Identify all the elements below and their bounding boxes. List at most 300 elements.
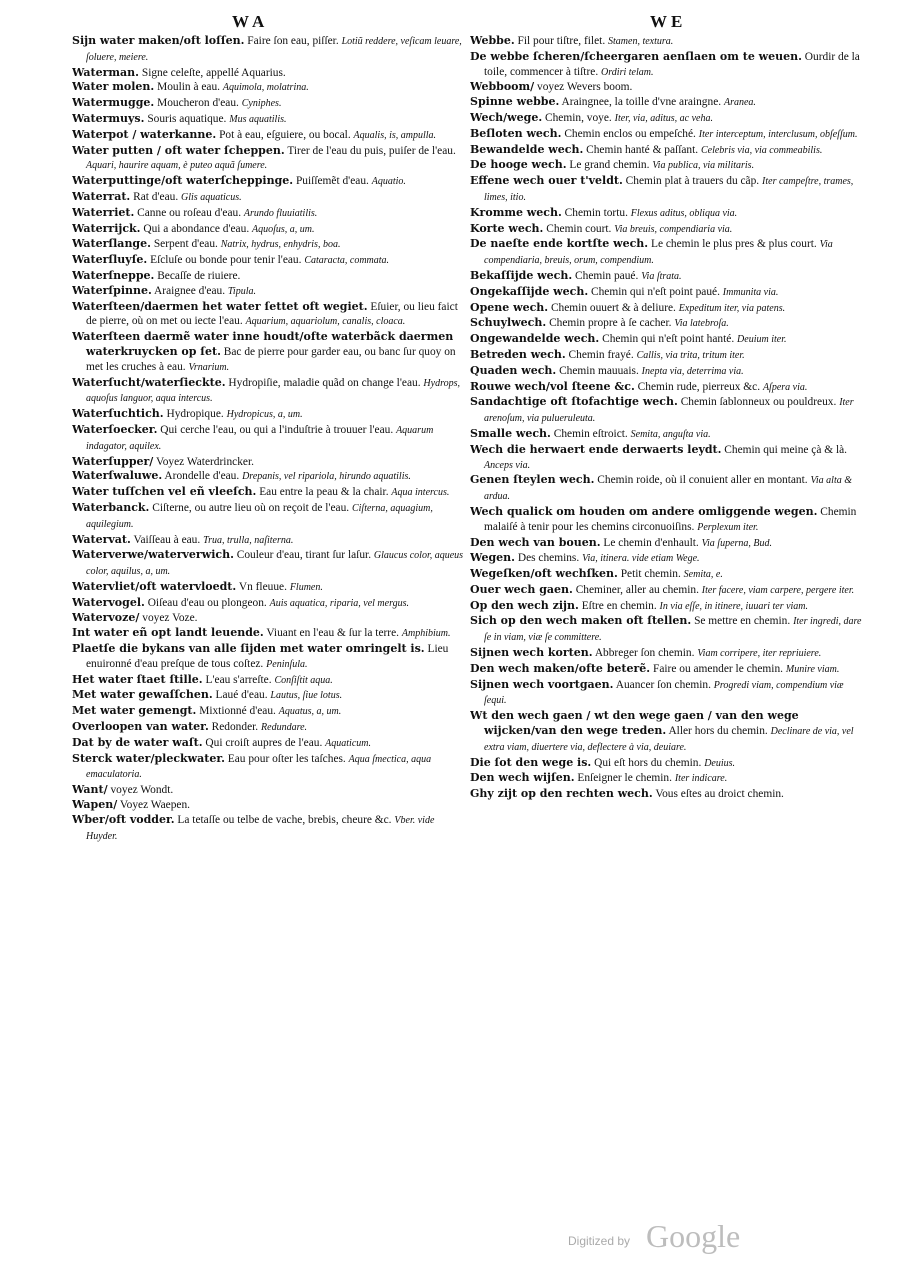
entry-french: Laué d'eau. [215,689,268,702]
entry-french: Chemin rude, pierreux &c. [637,380,761,393]
entry-french: Ciſterne, ou autre lieu où on reçoit de l'eau. [152,501,350,514]
dictionary-entry [470,364,865,380]
entry-french: Moucheron d'eau. [157,97,239,110]
entry-latin: Peninſula. [266,658,308,670]
entry-latin: Via compendiaria, breuis, orum, compendium. [484,239,833,267]
entry-french: Signe celeſte, appellé Aquarius. [141,66,286,79]
dictionary-entry [72,237,467,253]
left-running-head: W A [232,12,265,31]
entry-french: Mixtionné d'eau. [199,705,276,718]
entry-latin: Vrnarium. [188,361,230,373]
dictionary-entry [470,505,865,536]
dictionary-entry [72,688,467,704]
dictionary-entry [470,95,865,111]
entry-french: Moulin à eau. [157,81,221,94]
entry-latin: Immunita via. [722,286,779,298]
entry-french: Chemin qui n'eſt point paué. [591,285,720,298]
dictionary-entry [72,642,467,673]
dictionary-entry [470,143,865,159]
entry-french: Se mettre en chemin. [694,615,791,628]
entry-latin: Aquarium, aquariolum, canalis, cloaca. [245,316,406,328]
entry-latin: Vber. vide Huyder. [86,814,435,842]
entry-headword: Met water gemengt. [72,704,197,718]
entry-headword: Wech qualick om houden om andere omliggende wegen. [470,504,818,518]
entry-latin: Expeditum iter, via patens. [678,302,786,314]
entry-latin: Aquatus, a, um. [278,706,342,718]
entry-latin: Glis aquaticus. [181,191,242,203]
entry-headword: Watermugge. [72,96,155,110]
entry-latin: Aquoſus, a, um. [252,223,315,235]
dictionary-entry [470,174,865,206]
entry-headword: Kromme wech. [470,205,562,219]
entry-headword: De hooge wech. [470,158,567,172]
dictionary-entry [470,614,865,646]
entry-french: Chemin propre à ſe cacher. [549,317,672,330]
entry-french: Chemin roide, où il conuient aller en montant. [597,474,808,487]
entry-headword: Waterrat. [72,189,131,203]
entry-french: Chemin plat à trauers du cãp. [625,175,760,188]
entry-french: Ourdir de la toile, commencer à tiſtre. [484,50,860,78]
entry-french: Chemin ſablonneux ou pouldreux. [680,396,837,409]
entry-french: Pot à eau, eſguiere, ou bocal. [219,128,351,141]
dictionary-entry [470,551,865,567]
entry-latin: Hydropicus, a, um. [226,409,303,421]
entry-headword: Ongewandelde wech. [470,332,600,346]
entry-headword: Wegeſken/oft wechſken. [470,567,618,581]
entry-latin: Viam corripere, iter repriuiere. [697,648,822,660]
dictionary-entry [470,427,865,443]
entry-french: Vn fleuue. [238,580,287,593]
entry-french: voyez Wondt. [110,784,174,797]
dictionary-entry [72,423,467,455]
entry-latin: Via ſtrata. [641,270,682,282]
entry-headword: Den wech wijſen. [470,771,575,785]
entry-french: Serpent d'eau. [153,238,218,251]
entry-headword: Schuylwech. [470,316,547,330]
entry-headword: Want/ [72,783,108,797]
entry-latin: Deuius. [704,757,736,769]
entry-french: Qui eſt hors du chemin. [594,756,702,769]
entry-latin: Glaucus color, aqueus color, aquilus, a, um. [86,550,464,578]
entry-latin: Flexus aditus, obliqua via. [630,207,738,219]
entry-headword: Waterſneppe. [72,268,155,282]
dictionary-entry [470,443,865,474]
entry-french: Souris aquatique. [147,112,227,125]
entry-headword: Korte wech. [470,221,544,235]
entry-latin: Aquarum indagator, aquilex. [86,424,434,452]
entry-headword: Het water ſtaet ſtille. [72,672,203,686]
entry-headword: Waterſucht/waterſieckte. [72,375,226,389]
entry-latin: Auis aquatica, riparia, vel mergus. [269,597,409,609]
dictionary-entry [72,626,467,642]
entry-headword: Quaden wech. [470,363,557,377]
entry-headword: Die ſot den wege is. [470,755,592,769]
entry-french: Eau pour oſter les taſches. [227,752,346,765]
running-header [0,10,918,36]
right-running-head: W E [650,12,683,31]
entry-french: Le chemin d'enhault. [603,536,699,549]
entry-latin: Via ſuperna, Bud. [701,537,773,549]
dictionary-entry [72,798,467,813]
entry-latin: Conſiſtit aqua. [274,674,333,686]
entry-headword: Waterſteen daermẽ water inne houdt/ofte waterbãck daermen waterkruycken op ſet. [72,330,454,358]
entry-latin: Deuium iter. [737,334,787,346]
entry-headword: Watervliet/oft watervloedt. [72,579,237,593]
entry-latin: Iter ingredi, dare ſe in viam, viæ ſe committere. [484,616,862,644]
entry-latin: Iter facere, viam carpere, pergere iter. [701,584,855,596]
entry-headword: Watermuys. [72,111,145,125]
dictionary-entry [72,704,467,720]
entry-headword: Watervat. [72,532,131,546]
entry-french: Des chemins. [517,552,580,565]
entry-latin: Flumen. [289,581,323,593]
entry-latin: Celebris via, via commeabilis. [700,144,823,156]
entry-headword: Sijnen wech voortgaen. [470,677,614,691]
dictionary-entry [470,395,865,427]
entry-french: Cheminer, aller au chemin. [575,583,699,596]
dictionary-entry [470,206,865,222]
entry-latin: Perplexum iter. [697,521,759,533]
entry-french: Chemin, voye. [545,111,612,124]
entry-french: Enſeigner le chemin. [577,772,672,785]
entry-headword: Waterſluyſe. [72,253,148,267]
entry-french: Chemin court. [546,222,612,235]
entry-headword: Waterrijck. [72,221,141,235]
entry-headword: Wt den wech gaen / wt den wege gaen / van den wege wijcken/van den wege treden. [470,709,799,738]
dictionary-entry [72,469,467,485]
entry-latin: Aquari, haurire aquam, è puteo aquã ſumere. [86,160,268,172]
entry-headword: Wber/oft vodder. [72,812,175,826]
entry-french: Chemin eſtroict. [553,427,628,440]
entry-french: Oiſeau d'eau ou plongeon. [147,596,267,609]
entry-latin: Ciſterna, aquagium, aquilegium. [86,502,433,530]
entry-french: Eſuier, ou lieu faict de pierre, où on met ou iecte l'eau. [86,300,458,328]
entry-headword: Waterſlange. [72,237,151,251]
entry-french: Araingnee, la toille d'vne araingne. [561,96,722,109]
entry-headword: Met water gewaſſchen. [72,688,213,702]
entry-french: Lieu enuironné d'eau preſque de tous coſtez. [86,643,449,670]
entry-french: Vaiſſeau à eau. [133,533,201,546]
entry-headword: Waterſupper/ [72,454,154,468]
entry-headword: Spinne webbe. [470,95,560,109]
entry-headword: Smalle wech. [470,426,551,440]
entry-latin: Cyniphes. [241,98,282,110]
entry-french: Becaſſe de riuiere. [157,269,241,282]
dictionary-entry [72,206,467,222]
dictionary-entry [72,128,467,144]
entry-latin: Iter arenoſum, via pulueruleuta. [484,397,854,425]
entry-headword: Waterriet. [72,205,135,219]
dictionary-entry [470,285,865,301]
entry-headword: Sich op den wech maken oft ſtellen. [470,614,692,628]
entry-latin: In via eſſe, in itinere, iuuari ter viam. [659,600,809,612]
dictionary-entry [470,787,865,802]
dictionary-entry [470,348,865,364]
entry-latin: Aquimola, molatrina. [222,82,309,94]
dictionary-entry [470,567,865,583]
entry-french: La tetaſſe ou telbe de vache, brebis, cheure &c. [177,813,392,826]
dictionary-entry [470,237,865,269]
dictionary-entry [470,301,865,317]
entry-latin: Iter interceptum, interclusum, obſeſſum. [698,128,858,140]
entry-french: Voyez Waepen. [119,799,191,812]
dictionary-entry [72,752,467,784]
entry-latin: Cataracta, commata. [304,255,390,267]
entry-headword: Dat by de water waſt. [72,735,203,749]
entry-headword: Water tuſſchen vel eñ vleeſch. [72,485,257,499]
entry-latin: Tipula. [227,285,256,297]
entry-headword: De naeſte ende kortſte wech. [470,237,649,251]
dictionary-entry [72,112,467,128]
entry-headword: Effene wech ouer t'veldt. [470,174,623,188]
entry-french: Chemin ouuert & à deliure. [550,301,676,314]
dictionary-entry [72,720,467,736]
entry-headword: Waterpot / waterkanne. [72,127,217,141]
dictionary-entry [72,253,467,269]
entry-french: Le chemin le plus pres & plus court. [650,238,817,251]
dictionary-entry [72,34,467,66]
entry-french: voyez Wevers boom. [537,81,633,94]
dictionary-entry [72,96,467,112]
entry-latin: Munire viam. [785,663,840,675]
entry-latin: Semita, anguſta via. [630,428,711,440]
entry-french: Voyez Waterdrincker. [155,455,254,468]
dictionary-entry [470,80,865,95]
dictionary-entry [470,536,865,552]
entry-headword: Ongekaſſijde wech. [470,284,589,298]
entry-latin: Iter indicare. [674,773,728,785]
entry-headword: Overloopen van water. [72,720,209,734]
entry-french: Bac de pierre pour garder eau, ou banc ſur quoy on met les cruches à eau. [86,345,456,373]
entry-latin: Aqua ſmectica, aqua emaculatoria. [86,753,432,781]
entry-headword: Wegen. [470,551,515,565]
dictionary-entry [72,548,467,580]
entry-french: Rat d'eau. [133,190,179,203]
entry-headword: De webbe ſcheren/ſcheergaren aenſlaen om te weuen. [470,49,802,63]
dictionary-entry [470,709,865,755]
entry-headword: Watervogel. [72,595,145,609]
dictionary-entry [72,596,467,612]
entry-headword: Waterbanck. [72,500,150,514]
entry-french: Puiſſemẽt d'eau. [295,175,369,188]
entry-headword: Beſloten wech. [470,126,562,140]
entry-french: Chemin mauuais. [559,364,639,377]
entry-french: Eſtre en chemin. [581,599,657,612]
entry-latin: Aranea. [723,97,756,109]
entry-headword: Betreden wech. [470,347,566,361]
dictionary-entry [470,332,865,348]
dictionary-entry [470,127,865,143]
entry-latin: Via publica, via militaris. [652,160,755,172]
entry-french: Qui cerche l'eau, ou qui a l'induſtrie à trouuer l'eau. [160,423,394,436]
dictionary-entry [72,813,467,845]
entry-french: Eau entre la peau & la chair. [259,486,389,499]
dictionary-entry [72,611,467,626]
entry-french: Aller hors du chemin. [668,725,768,738]
entry-headword: Waterſwaluwe. [72,469,163,483]
entry-headword: Sijn water maken/oft loſſen. [72,34,245,47]
entry-headword: Waterman. [72,65,139,79]
entry-headword: Waterſpinne. [72,283,152,297]
entry-french: Auancer ſon chemin. [615,678,711,691]
dictionary-entry [72,533,467,549]
dictionary-entry [72,783,467,798]
entry-headword: Waterſuchtich. [72,407,164,421]
dictionary-entry [72,330,467,375]
dictionary-entry [470,771,865,787]
entry-headword: Op den wech zijn. [470,598,579,612]
dictionary-entry [72,501,467,533]
right-column [470,34,865,1246]
entry-latin: Via breuis, compendiaria via. [614,223,733,235]
dictionary-entry [470,662,865,678]
entry-headword: Water putten / oft water ſcheppen. [72,143,285,157]
digitization-watermark [568,1218,828,1262]
dictionary-entry [470,158,865,174]
dictionary-entry [470,380,865,396]
entry-french: voyez Voze. [142,612,198,625]
dictionary-entry [470,50,865,81]
entry-latin: Mus aquatilis. [229,113,287,125]
entry-latin: Via, itinera. vide etiam Wege. [582,553,700,565]
entry-latin: Declinare de via, vel extra viam, diuertere via, deflectere à via, deuiare. [484,726,854,753]
entry-french: Faire ou amender le chemin. [653,662,783,675]
entry-latin: Progredi viam, compendium viæ ſequi. [484,679,844,707]
digitized-by-text: Digitized by [568,1234,631,1248]
entry-headword: Ghy zijt op den rechten wech. [470,787,653,801]
entry-headword: Wech/wege. [470,110,543,124]
entry-latin: Amphibium. [401,628,451,640]
dictionary-entry [470,678,865,710]
entry-french: Le grand chemin. [569,159,650,172]
entry-latin: Via alta & ardua. [484,475,852,503]
entry-latin: Natrix, hydrus, enhydris, boa. [220,239,341,251]
entry-french: Chemin qui n'eſt point hanté. [602,333,735,346]
entry-headword: Webbe. [470,34,515,47]
entry-french: Chemin hanté & paſſant. [586,143,699,156]
dictionary-entry [72,144,467,175]
entry-headword: Waterſoecker. [72,422,158,436]
dictionary-entry [470,646,865,662]
entry-headword: Rouwe wech/vol ſteene &c. [470,379,635,393]
entry-headword: Watervoze/ [72,611,140,625]
entry-headword: Plaetſe die bykans van alle ſijden met water omringelt is. [72,642,425,656]
entry-headword: Den wech van bouen. [470,535,601,549]
entry-headword: Ouer wech gaen. [470,582,573,596]
dictionary-entry [72,736,467,752]
entry-latin: Trua, trulla, naſiterna. [203,534,294,546]
dictionary-entry [470,316,865,332]
dictionary-entry [470,34,865,50]
dictionary-entry [470,269,865,285]
entry-french: L'eau s'arreſte. [205,673,272,686]
entry-latin: Semita, e. [683,569,723,581]
entry-french: Canne ou roſeau d'eau. [137,206,242,219]
entry-latin: Arundo fluuiatilis. [243,207,318,219]
entry-french: Qui a abondance d'eau. [143,222,250,235]
entry-latin: Iter, via, aditus, ac veha. [614,112,713,124]
entry-headword: Den wech maken/ofte beterẽ. [470,661,651,675]
entry-headword: Wech die herwaert ende derwaerts leydt. [470,442,722,456]
dictionary-entry [470,583,865,599]
dictionary-entry [470,473,865,505]
entry-french: Hydropiſie, maladie quãd on change l'eau. [228,376,421,389]
entry-latin: Lotiũ reddere, veſicam leuare, ſoluere, meiere. [86,36,462,63]
entry-headword: Sterck water/pleckwater. [72,751,225,765]
dictionary-entry [72,673,467,689]
entry-headword: Opene wech. [470,300,549,314]
entry-headword: Sijnen wech korten. [470,646,593,660]
entry-french: Tirer de l'eau du puis, puiſer de l'eau. [287,144,456,157]
entry-headword: Bewandelde wech. [470,142,584,156]
dictionary-entry [470,756,865,772]
entry-latin: Hydrops, aquoſus languor, aqua intercus. [86,377,460,405]
dictionary-entry [72,80,467,96]
entry-french: Arondelle d'eau. [164,470,240,483]
google-wordmark: Google [646,1218,741,1254]
entry-french: Vous eſtes au droict chemin. [655,788,784,801]
dictionary-entry [72,190,467,206]
dictionary-entry [72,66,467,81]
entry-headword: Int water eñ opt landt leuende. [72,626,264,640]
entry-latin: Ordiri telam. [601,66,654,78]
entry-latin: Stamen, textura. [608,36,674,47]
entry-french: Petit chemin. [620,568,681,581]
dictionary-entry [72,174,467,190]
entry-french: Chemin qui meine çà & là. [724,443,848,456]
entry-headword: Waterverwe/waterverwich. [72,548,234,562]
entry-french: Chemin tortu. [564,206,628,219]
dictionary-entry [470,599,865,615]
entry-latin: Aqualis, is, ampulla. [353,129,437,141]
entry-latin: Aquatio. [371,176,406,188]
entry-french: Chemin frayé. [568,348,634,361]
dictionary-entry [72,269,467,284]
entry-latin: Drepanis, vel ripariola, hirundo aquatilis. [242,471,411,483]
entry-latin: Redundare. [261,722,308,734]
entry-french: Faire ſon eau, piſſer. [247,35,339,47]
entry-headword: Genen ſteylen wech. [470,473,595,487]
entry-french: Chemin paué. [575,269,639,282]
dictionary-entry [72,455,467,470]
entry-headword: Water molen. [72,80,155,94]
entry-latin: Anceps via. [484,459,531,471]
entry-french: Qui croiſt aupres de l'eau. [205,736,323,749]
entry-headword: Webboom/ [470,80,535,94]
entry-headword: Waterſteen/daermen het water ſettet oft wegiet. [72,299,368,313]
dictionary-entry [72,300,467,331]
left-column [72,34,467,1246]
entry-latin: Callis, via trita, tritum iter. [636,349,745,361]
entry-french: Viuant en l'eau & ſur la terre. [266,627,399,640]
entry-french: Redonder. [211,721,259,734]
entry-latin: Iter campeſtre, trames, limes, itio. [484,176,854,203]
entry-latin: Aſpera via. [762,381,808,393]
dictionary-entry [72,580,467,596]
entry-french: Fil pour tiſtre, filet. [517,35,606,47]
entry-latin: Lautus, ſiue lotus. [270,690,343,702]
dictionary-entry [72,284,467,300]
entry-french: Eſcluſe ou bonde pour tenir l'eau. [150,254,302,267]
entry-latin: Aqua intercus. [391,487,450,499]
dictionary-entry [72,407,467,423]
entry-latin: Via latebroſa. [674,318,729,330]
entry-headword: Wapen/ [72,798,118,812]
entry-latin: Inepta via, deterrima via. [641,365,744,377]
entry-french: Couleur d'eau, tirant ſur laſur. [236,549,372,562]
entry-latin: Aquaticum. [325,737,371,749]
entry-french: Araignee d'eau. [154,284,226,297]
